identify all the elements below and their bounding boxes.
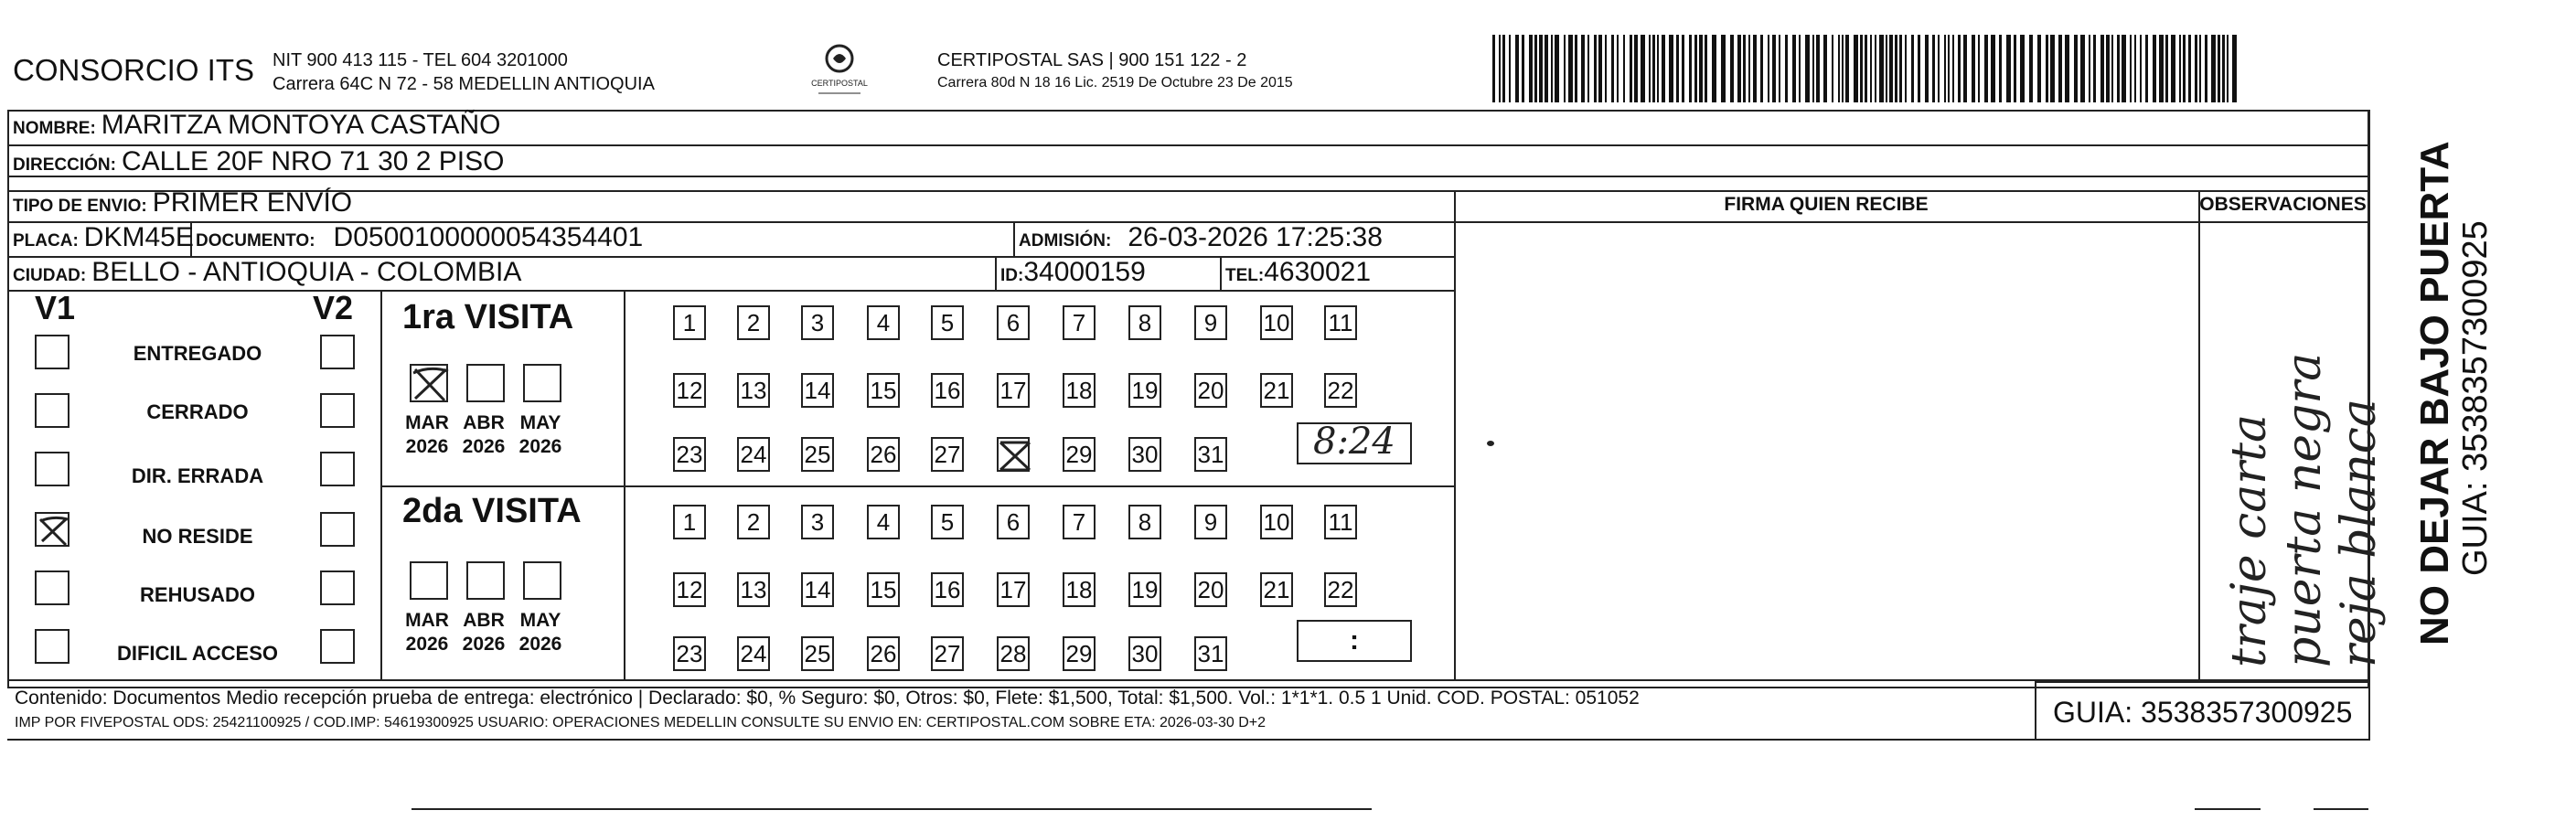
city-value: BELLO - ANTIOQUIA - COLOMBIA xyxy=(91,257,522,287)
footer-guia-box xyxy=(2035,681,2370,741)
day-box[interactable]: 12 xyxy=(673,373,706,408)
day-box[interactable]: 16 xyxy=(931,373,964,408)
tel-value: 4630021 xyxy=(1264,257,1372,287)
city-field xyxy=(13,257,521,288)
check-mark-icon xyxy=(37,514,71,549)
day-box[interactable]: 30 xyxy=(1128,636,1161,671)
v2-checkbox[interactable] xyxy=(320,570,355,605)
type-label: TIPO DE ENVIO: xyxy=(13,197,147,216)
v1-header: V1 xyxy=(35,289,76,326)
name-value: MARITZA MONTOYA CASTAÑO xyxy=(101,110,501,140)
day-box[interactable]: 27 xyxy=(931,636,964,671)
v1-checkbox[interactable] xyxy=(35,512,69,547)
year-label: 2026 xyxy=(405,634,449,655)
day-box[interactable]: 19 xyxy=(1128,572,1161,607)
day-box[interactable]: 2 xyxy=(737,305,770,340)
v2-header: V2 xyxy=(313,289,354,326)
v1-checkbox[interactable] xyxy=(35,452,69,486)
year-label: 2026 xyxy=(518,634,562,655)
document-value: D0500100000054354401 xyxy=(333,222,644,252)
observation-line: traje carta xyxy=(2222,413,2277,667)
v1-checkbox[interactable] xyxy=(35,629,69,664)
address-label: DIRECCIÓN: xyxy=(13,155,116,175)
visit2-title: 2da VISITA xyxy=(402,492,582,530)
day-box[interactable]: 31 xyxy=(1194,636,1227,671)
day-box[interactable]: 12 xyxy=(673,572,706,607)
day-box[interactable]: 2 xyxy=(737,505,770,539)
day-box[interactable]: 4 xyxy=(867,305,900,340)
type-value: PRIMER ENVÍO xyxy=(152,187,353,218)
month-label: MAR xyxy=(405,412,449,433)
signature-mark xyxy=(1487,441,1494,446)
observation-line: reja blanca xyxy=(2332,399,2387,667)
plate-field xyxy=(13,222,194,253)
day-box[interactable]: 4 xyxy=(867,505,900,539)
day-box[interactable]: 8 xyxy=(1128,305,1161,340)
v1-checkbox[interactable] xyxy=(35,570,69,605)
day-box[interactable]: 10 xyxy=(1260,305,1293,340)
month-checkbox[interactable] xyxy=(466,364,505,402)
day-box[interactable]: 3 xyxy=(801,305,834,340)
footer-guia: GUIA: 3538357300925 xyxy=(2053,696,2353,729)
day-box[interactable]: 26 xyxy=(867,437,900,472)
day-box[interactable]: 18 xyxy=(1063,373,1096,408)
plate-label: PLACA: xyxy=(13,231,79,251)
visit2-time-box[interactable] xyxy=(1297,620,1412,662)
certipostal-line: CERTIPOSTAL SAS | 900 151 122 - 2 xyxy=(937,50,1247,70)
document-label: DOCUMENTO: xyxy=(196,231,315,251)
day-box[interactable]: 30 xyxy=(1128,437,1161,472)
side-guia: GUIA: 3538357300925 xyxy=(2456,220,2495,576)
document-field xyxy=(196,222,643,253)
company-name: CONSORCIO ITS xyxy=(13,53,255,87)
status-label: CERRADO xyxy=(146,400,249,423)
day-box[interactable]: 21 xyxy=(1260,572,1293,607)
visit1-time-box[interactable] xyxy=(1297,422,1412,464)
day-box[interactable]: 1 xyxy=(673,305,706,340)
month-label: MAR xyxy=(405,610,449,631)
id-field xyxy=(1000,257,1146,288)
id-value: 34000159 xyxy=(1023,257,1146,287)
month-label: MAY xyxy=(519,412,561,433)
year-label: 2026 xyxy=(518,436,562,457)
month-checkbox[interactable] xyxy=(523,364,561,402)
day-box[interactable]: 14 xyxy=(801,373,834,408)
month-label: ABR xyxy=(463,412,505,433)
day-box[interactable]: 25 xyxy=(801,636,834,671)
status-label: NO RESIDE xyxy=(142,525,253,548)
observation-line: puerta negra xyxy=(2277,352,2332,667)
day-box[interactable]: 6 xyxy=(997,305,1030,340)
id-label: ID: xyxy=(1000,266,1024,285)
check-mark-icon xyxy=(999,439,1031,474)
observations-handwriting xyxy=(2222,353,2387,667)
address-field xyxy=(13,146,505,177)
day-box[interactable]: 7 xyxy=(1063,505,1096,539)
name-field xyxy=(13,110,501,141)
tel-label: TEL: xyxy=(1225,266,1265,285)
admission-label: ADMISIÓN: xyxy=(1019,231,1112,251)
day-box[interactable]: 11 xyxy=(1324,505,1357,539)
certipostal-logo xyxy=(809,38,870,102)
status-label: DIR. ERRADA xyxy=(131,464,264,487)
type-field xyxy=(13,187,352,219)
signature-header: FIRMA QUIEN RECIBE xyxy=(1724,194,1929,215)
day-box[interactable]: 6 xyxy=(997,505,1030,539)
day-box[interactable]: 13 xyxy=(737,572,770,607)
day-box[interactable]: 29 xyxy=(1063,437,1096,472)
visit2-time: : xyxy=(1350,625,1359,656)
city-label: CIUDAD: xyxy=(13,266,87,285)
month-label: MAY xyxy=(519,610,561,631)
certipostal-address: Carrera 80d N 18 16 Lic. 2519 De Octubre 23 De 2015 xyxy=(937,75,1293,91)
day-box[interactable]: 15 xyxy=(867,373,900,408)
month-label: ABR xyxy=(463,610,505,631)
company-nit: NIT 900 413 115 - TEL 604 3201000 xyxy=(273,50,568,70)
day-box[interactable]: 17 xyxy=(997,373,1030,408)
day-box[interactable]: 26 xyxy=(867,636,900,671)
logo-text: CERTIPOSTAL xyxy=(811,79,868,88)
visit1-time: 8:24 xyxy=(1313,421,1395,463)
day-box[interactable]: 19 xyxy=(1128,373,1161,408)
day-box[interactable]: 14 xyxy=(801,572,834,607)
v2-checkbox[interactable] xyxy=(320,512,355,547)
day-box[interactable]: 9 xyxy=(1194,305,1227,340)
year-label: 2026 xyxy=(462,436,506,457)
v1-checkbox[interactable] xyxy=(35,393,69,428)
day-box[interactable]: 25 xyxy=(801,437,834,472)
year-label: 2026 xyxy=(405,436,449,457)
barcode xyxy=(1492,35,2242,102)
footer-print-info: IMP POR FIVEPOSTAL ODS: 25421100925 / COD.IMP: 54619300925 USUARIO: OPERACIONES MEDELLIN CONSULTE SU ENVIO EN: CERTIPOSTAL.COM SOBRE ETA: 2026-03-30 D+2 xyxy=(15,715,1267,730)
day-box[interactable]: 8 xyxy=(1128,505,1161,539)
day-box[interactable]: 22 xyxy=(1324,373,1357,408)
status-label: ENTREGADO xyxy=(133,342,262,365)
day-box[interactable]: 5 xyxy=(931,505,964,539)
day-box[interactable]: 20 xyxy=(1194,373,1227,408)
day-box[interactable]: 23 xyxy=(673,636,706,671)
visit1-title: 1ra VISITA xyxy=(402,298,574,336)
month-checkbox[interactable] xyxy=(523,561,561,600)
year-label: 2026 xyxy=(462,634,506,655)
name-label: NOMBRE: xyxy=(13,119,96,138)
tel-field xyxy=(1225,257,1371,288)
day-box[interactable]: 10 xyxy=(1260,505,1293,539)
observations-header: OBSERVACIONES xyxy=(2199,194,2367,215)
day-box[interactable]: 31 xyxy=(1194,437,1227,472)
day-box[interactable] xyxy=(997,437,1030,472)
day-box[interactable]: 1 xyxy=(673,505,706,539)
day-box[interactable]: 9 xyxy=(1194,505,1227,539)
admission-value: 26-03-2026 17:25:38 xyxy=(1128,222,1383,252)
day-box[interactable]: 21 xyxy=(1260,373,1293,408)
day-box[interactable]: 22 xyxy=(1324,572,1357,607)
v2-checkbox[interactable] xyxy=(320,393,355,428)
day-box[interactable]: 15 xyxy=(867,572,900,607)
side-instruction: NO DEJAR BAJO PUERTA xyxy=(2412,141,2457,645)
day-box[interactable]: 24 xyxy=(737,636,770,671)
plate-value: DKM45E xyxy=(83,222,194,252)
admission-field xyxy=(1019,222,1383,253)
day-box[interactable]: 16 xyxy=(931,572,964,607)
day-box[interactable]: 13 xyxy=(737,373,770,408)
day-box[interactable]: 18 xyxy=(1063,572,1096,607)
day-box[interactable]: 11 xyxy=(1324,305,1357,340)
day-box[interactable]: 23 xyxy=(673,437,706,472)
status-label: DIFICIL ACCESO xyxy=(116,642,278,665)
month-checkbox[interactable] xyxy=(466,561,505,600)
month-checkbox[interactable] xyxy=(410,561,448,600)
day-box[interactable]: 29 xyxy=(1063,636,1096,671)
v1-checkbox[interactable] xyxy=(35,335,69,369)
day-box[interactable]: 24 xyxy=(737,437,770,472)
day-box[interactable]: 7 xyxy=(1063,305,1096,340)
v2-checkbox[interactable] xyxy=(320,335,355,369)
v2-checkbox[interactable] xyxy=(320,452,355,486)
check-mark-icon xyxy=(412,366,450,404)
v2-checkbox[interactable] xyxy=(320,629,355,664)
day-box[interactable]: 17 xyxy=(997,572,1030,607)
day-box[interactable]: 20 xyxy=(1194,572,1227,607)
day-box[interactable]: 27 xyxy=(931,437,964,472)
status-label: REHUSADO xyxy=(140,583,255,606)
day-box[interactable]: 28 xyxy=(997,636,1030,671)
month-checkbox[interactable] xyxy=(410,364,448,402)
day-box[interactable]: 5 xyxy=(931,305,964,340)
company-address: Carrera 64C N 72 - 58 MEDELLIN ANTIOQUIA xyxy=(273,74,655,94)
footer-content: Contenido: Documentos Medio recepción prueba de entrega: electrónico | Declarado: $0, % Seguro: $0, Otros: $0, Flete: $1,500, Total: $1,500. Vol.: 1*1*1. 0.5 1 Unid. COD. POSTAL: 051052 xyxy=(15,688,1640,709)
day-box[interactable]: 3 xyxy=(801,505,834,539)
address-value: CALLE 20F NRO 71 30 2 PISO xyxy=(121,146,505,176)
